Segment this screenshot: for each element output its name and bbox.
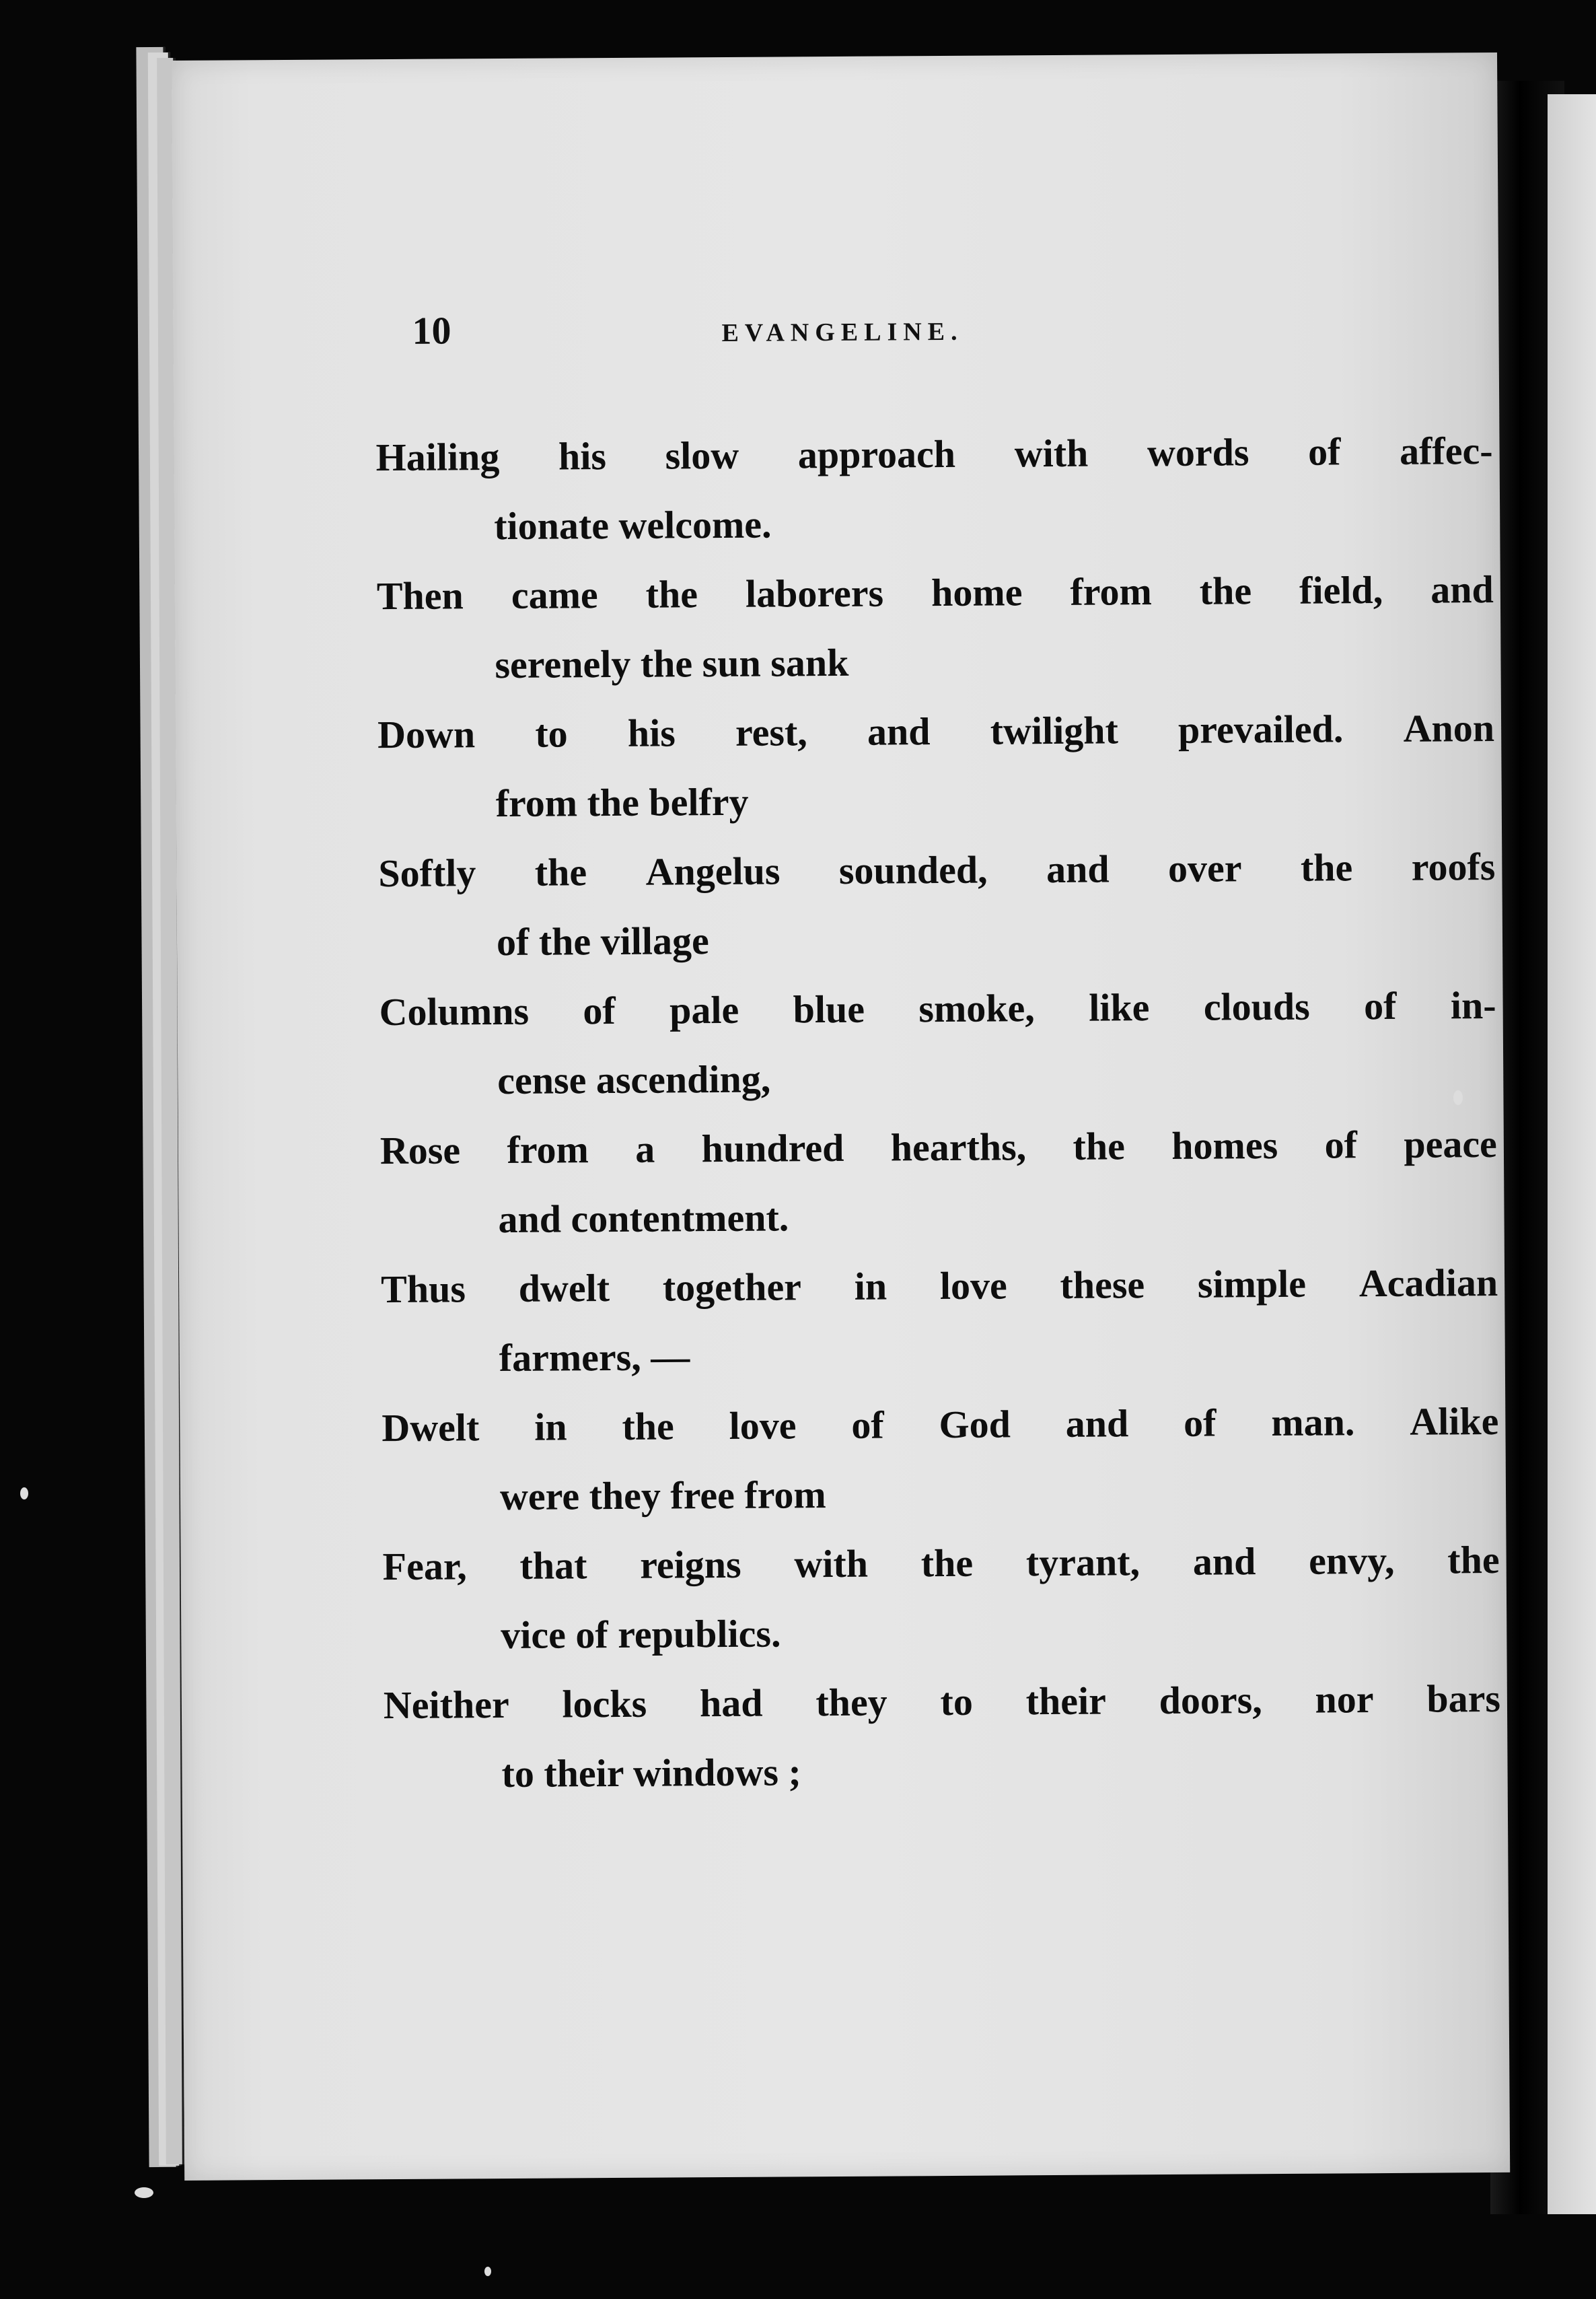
verse-word: of [1363, 983, 1397, 1028]
verse-word: roofs [1411, 845, 1496, 889]
verse-word: with [794, 1541, 869, 1586]
verse-word: Angelus [645, 849, 781, 894]
verse-word: had [699, 1681, 763, 1726]
verse-word: they [815, 1680, 887, 1725]
verse-word: these [1060, 1263, 1145, 1307]
verse-line [380, 1109, 1498, 1185]
verse-line [375, 416, 1493, 492]
verse-continuation: of the village [496, 919, 709, 964]
verse-word: Columns [379, 989, 530, 1034]
verse-word: Acadian [1358, 1260, 1498, 1306]
scan-speck [484, 2267, 491, 2276]
verse-word: of [1307, 429, 1341, 474]
verse-word: Anon [1403, 706, 1495, 750]
verse-word: prevailed. [1177, 707, 1344, 752]
verse-line [377, 555, 1494, 631]
verse-word: with [1014, 431, 1089, 476]
verse-continuation: and contentment. [498, 1195, 789, 1242]
verse-word: envy, [1308, 1538, 1395, 1583]
verse-word: in- [1450, 983, 1496, 1028]
verse-word: Neither [383, 1682, 509, 1728]
verse-word: pale [669, 987, 739, 1032]
verse-word: slow [665, 433, 739, 478]
verse-word: hearths, [890, 1125, 1027, 1170]
verse-word: in [534, 1405, 567, 1449]
verse-word: smoke, [918, 986, 1036, 1031]
verse-word: home [931, 570, 1023, 615]
verse-line [379, 970, 1496, 1047]
verse-word: their [1025, 1678, 1107, 1724]
verse-word: love [939, 1263, 1007, 1308]
verse-line [377, 693, 1495, 769]
verse-word: of [583, 988, 616, 1033]
verse-word: his [558, 434, 607, 479]
verse-word: blue [793, 987, 865, 1032]
verse-word: Dwelt [382, 1405, 480, 1450]
verse-word: Alike [1410, 1399, 1499, 1444]
verse-word: and [1065, 1401, 1129, 1446]
verse-word: reigns [640, 1542, 741, 1587]
verse-word: like [1089, 985, 1150, 1030]
verse-word: Fear, [382, 1544, 467, 1589]
verse-word: nor [1315, 1677, 1374, 1722]
verse-word: the [622, 1404, 674, 1448]
verse-line [378, 832, 1496, 908]
page-number: 10 [412, 308, 451, 353]
verse-continuation: vice of republics. [501, 1611, 781, 1658]
verse-word: homes [1171, 1123, 1278, 1168]
verse-line [382, 1386, 1499, 1462]
verse-word: the [1199, 569, 1252, 613]
verse-word: of [1183, 1401, 1217, 1445]
verse-word: the [645, 572, 698, 616]
scan-speck [135, 2187, 153, 2198]
verse-word: from [507, 1127, 589, 1172]
verse-word: love [729, 1403, 797, 1448]
book-page [172, 52, 1510, 2181]
verse-word: clouds [1203, 984, 1310, 1029]
verse-continuation: cense ascending, [497, 1057, 771, 1103]
verse-word: approach [797, 431, 956, 477]
verse-word: sounded, [838, 847, 988, 892]
verse-continuation: farmers, — [499, 1335, 690, 1380]
verse-word: that [519, 1543, 587, 1588]
verse-word: dwelt [518, 1266, 610, 1310]
verse-word: a [635, 1127, 655, 1171]
verse-word: twilight [990, 708, 1119, 753]
verse-line [381, 1248, 1498, 1324]
verse-word: tyrant, [1025, 1540, 1140, 1585]
verse-word: rest, [735, 710, 808, 754]
verse-word: and [1430, 567, 1494, 612]
verse-word: God [939, 1402, 1011, 1447]
verse-word: to [940, 1679, 974, 1724]
verse-word: the [1447, 1537, 1500, 1582]
verse-line [384, 1664, 1501, 1740]
verse-word: Hailing [375, 435, 500, 480]
verse-word: of [851, 1403, 884, 1447]
verse-word: came [511, 573, 598, 617]
verse-word: and [867, 709, 931, 754]
verse-word: man. [1271, 1400, 1355, 1445]
verse-word: and [1192, 1539, 1256, 1584]
verse-word: Then [376, 573, 464, 618]
scan-speck [20, 1487, 28, 1499]
verse-word: locks [562, 1681, 647, 1726]
verse-word: the [534, 850, 587, 894]
verse-word: of [1324, 1123, 1358, 1167]
verse-continuation: to their windows ; [501, 1750, 801, 1796]
poem-text [375, 416, 1501, 1809]
verse-word: together [662, 1265, 802, 1310]
verse-word: the [920, 1541, 974, 1586]
verse-word: Rose [379, 1128, 461, 1173]
running-head: EVANGELINE. [721, 317, 964, 348]
verse-word: and [1046, 847, 1110, 892]
verse-continuation: were they free from [499, 1473, 826, 1519]
verse-line [382, 1525, 1500, 1601]
verse-continuation: tionate welcome. [494, 502, 772, 549]
verse-word: the [1073, 1124, 1126, 1168]
verse-word: his [627, 711, 676, 755]
verse-word: hundred [701, 1125, 844, 1171]
verse-word: Softly [378, 851, 476, 896]
verse-word: words [1147, 430, 1249, 475]
verse-word: Down [377, 712, 476, 757]
verse-word: to [535, 711, 568, 756]
verse-word: affec- [1399, 429, 1493, 473]
verse-word: simple [1197, 1261, 1307, 1306]
verse-word: in [854, 1264, 887, 1308]
verse-word: field, [1299, 568, 1383, 612]
verse-word: peace [1404, 1121, 1498, 1166]
verse-word: bars [1426, 1676, 1501, 1721]
verse-word: doors, [1159, 1678, 1262, 1723]
verse-word: Thus [380, 1267, 466, 1312]
verse-word: laborers [745, 571, 884, 616]
facing-page-strip [1548, 94, 1596, 2214]
verse-continuation: from the belfry [495, 779, 749, 826]
verse-word: from [1070, 569, 1152, 614]
scan-speck [1453, 1090, 1463, 1105]
verse-word: over [1167, 846, 1242, 890]
verse-continuation: serenely the sun sank [495, 640, 849, 687]
verse-word: the [1300, 845, 1353, 890]
